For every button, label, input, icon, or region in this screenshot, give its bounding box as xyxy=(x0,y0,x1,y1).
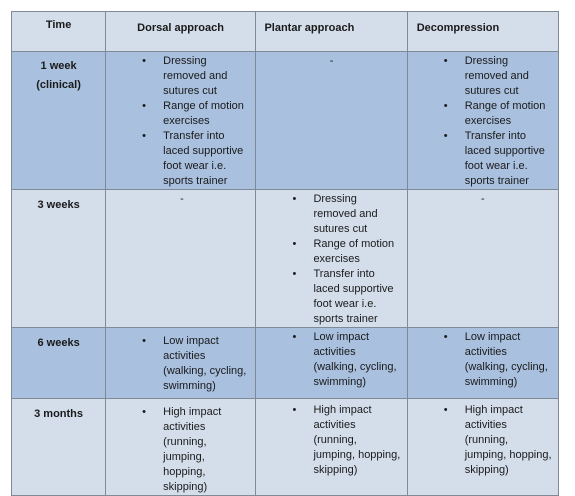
table-row xyxy=(12,399,559,496)
table-row xyxy=(12,52,559,190)
decompression-cell xyxy=(407,328,558,399)
list-item: • Range of motion exercises xyxy=(256,237,406,267)
plantar-list xyxy=(256,192,406,327)
decompression-cell xyxy=(407,190,558,328)
list-item: • Range of motion exercises xyxy=(408,99,558,129)
dorsal-cell xyxy=(106,52,256,190)
decompression-list xyxy=(408,330,558,390)
list-item: • Transfer into laced supportive foot wear i.e. sports trainer xyxy=(256,267,406,327)
header-plantar-approach: Plantar approach xyxy=(256,12,407,52)
dorsal-cell xyxy=(106,399,256,496)
decompression-cell xyxy=(407,52,558,190)
decompression-list xyxy=(408,54,558,189)
time-cell xyxy=(12,328,106,399)
list-item: • Dressing removed and sutures cut xyxy=(106,54,255,99)
empty-dash: - xyxy=(329,55,334,67)
list-item: • High impact activities (running, jumping, hopping, skipping) xyxy=(106,405,255,495)
plantar-cell xyxy=(256,328,407,399)
plantar-list xyxy=(256,403,406,478)
dorsal-list xyxy=(106,54,255,189)
table-row xyxy=(12,190,559,328)
list-item: • High impact activities (running, jumping, hopping, skipping) xyxy=(256,403,406,478)
time-label-line1: 1 week xyxy=(40,60,77,72)
empty-dash: - xyxy=(180,193,184,205)
header-decompression: Decompression xyxy=(407,12,558,52)
list-item: • Dressing removed and sutures cut xyxy=(256,192,406,237)
header-time: Time xyxy=(12,12,106,52)
dorsal-list xyxy=(106,334,255,394)
time-cell xyxy=(12,190,106,328)
empty-dash: - xyxy=(481,193,485,205)
time-label: 3 weeks xyxy=(37,199,80,211)
time-cell xyxy=(12,52,106,190)
plantar-cell xyxy=(256,399,407,496)
plantar-cell xyxy=(256,190,407,328)
list-item: • Range of motion exercises xyxy=(106,99,255,129)
list-item: • Transfer into laced supportive foot wear i.e. sports trainer xyxy=(408,129,558,189)
time-label-line2: (clinical) xyxy=(36,79,81,91)
time-label: 6 weeks xyxy=(37,337,80,349)
time-cell xyxy=(12,399,106,496)
dorsal-list xyxy=(106,405,255,495)
plantar-cell xyxy=(256,52,407,190)
dorsal-cell xyxy=(106,328,256,399)
rehabilitation-table xyxy=(11,11,559,496)
list-item: • Low impact activities (walking, cycling, swimming) xyxy=(256,330,406,390)
decompression-list xyxy=(408,403,558,478)
list-item: • Dressing removed and sutures cut xyxy=(408,54,558,99)
list-item: • Low impact activities (walking, cycling, swimming) xyxy=(106,334,255,394)
list-item: • Transfer into laced supportive foot wear i.e. sports trainer xyxy=(106,129,255,189)
plantar-list xyxy=(256,330,406,390)
header-dorsal-approach: Dorsal approach xyxy=(106,12,256,52)
list-item: • Low impact activities (walking, cycling, swimming) xyxy=(408,330,558,390)
dorsal-cell xyxy=(106,190,256,328)
time-label: 3 months xyxy=(34,408,84,420)
table-row xyxy=(12,328,559,399)
decompression-cell xyxy=(407,399,558,496)
header-row xyxy=(12,12,559,52)
list-item: • High impact activities (running, jumping, hopping, skipping) xyxy=(408,403,558,478)
